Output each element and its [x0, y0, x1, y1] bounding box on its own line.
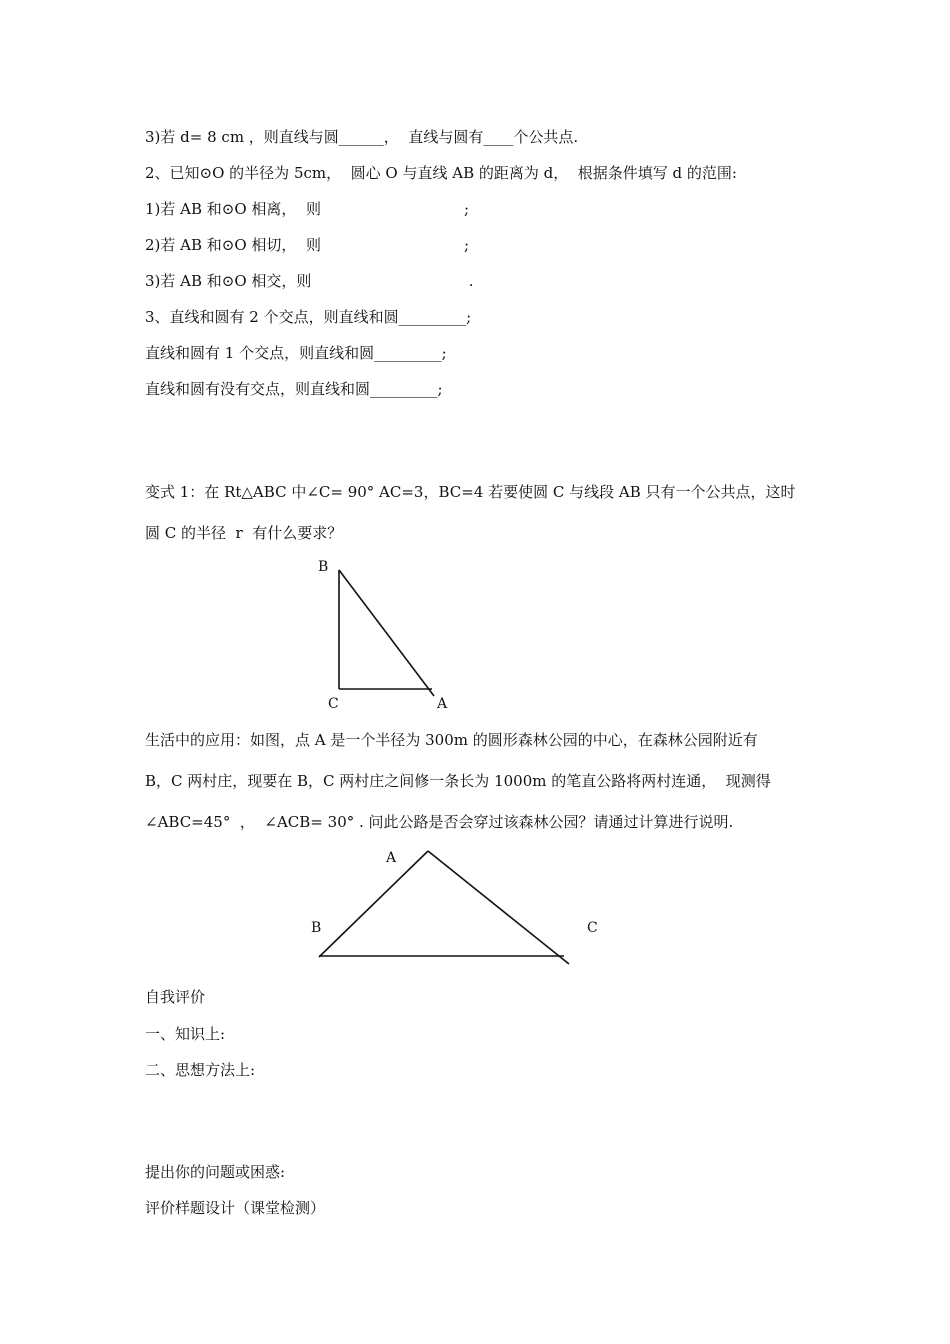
exercise-3-1: 3、直线和圆有 2 个交点，则直线和圆_________; [145, 308, 472, 326]
exercise-2-1: 1)若 AB 和⊙O 相离， 则 ; [145, 200, 470, 218]
self-evaluation-heading: 自我评价 [145, 988, 206, 1006]
right-triangle-figure [310, 555, 460, 715]
right-triangle-svg [310, 555, 460, 715]
vertex-c-label: C [328, 696, 339, 712]
side-ab [339, 570, 434, 696]
vertex-c-label: C [587, 920, 598, 936]
exercise-2-3: 3)若 AB 和⊙O 相交，则 . [145, 272, 474, 290]
side-ac [428, 851, 569, 964]
application-line-1: 生活中的应用：如图，点 A 是一个半径为 300m 的圆形森林公园的中心，在森林公园附近有 [145, 731, 758, 749]
vertex-b-label: B [318, 559, 329, 575]
self-evaluation-knowledge: 一、知识上: [145, 1025, 226, 1043]
exercise-2-prompt: 2、已知⊙O 的半径为 5cm， 圆心 O 与直线 AB 的距离为 d， 根据条件填写 d 的范围: [145, 164, 737, 182]
exercise-2-2: 2)若 AB 和⊙O 相切， 则 ; [145, 236, 470, 254]
vertex-b-label: B [311, 920, 322, 936]
assessment-heading: 评价样题设计（课堂检测） [145, 1199, 326, 1217]
road-triangle-figure [300, 840, 610, 970]
questions-prompt: 提出你的问题或困惑: [145, 1163, 286, 1181]
vertex-a-label: A [437, 696, 448, 712]
exercise-1-3: 3)若 d= 8 cm ，则直线与圆______， 直线与圆有____个公共点. [145, 128, 579, 146]
application-line-3: ∠ABC=45° ， ∠ACB= 30° . 问此公路是否会穿过该森林公园？请通过计算进行说明. [145, 813, 734, 831]
self-evaluation-method: 二、思想方法上: [145, 1061, 256, 1079]
exercise-3-3: 直线和圆有没有交点，则直线和圆_________; [145, 380, 443, 398]
vertex-a-label: A [386, 850, 397, 866]
road-triangle-svg [300, 840, 610, 970]
application-line-2: B，C 两村庄，现要在 B，C 两村庄之间修一条长为 1000m 的笔直公路将两村连通， 现测得 [145, 772, 771, 790]
exercise-3-2: 直线和圆有 1 个交点，则直线和圆_________; [145, 344, 447, 362]
variant-1-line-2: 圆 C 的半径 r 有什么要求？ [145, 524, 343, 542]
variant-1-line-1: 变式 1：在 Rt△ABC 中∠C= 90° AC=3，BC=4 若要使圆 C 与线段 AB 只有一个公共点，这时 [145, 483, 796, 501]
side-ba [319, 851, 428, 957]
